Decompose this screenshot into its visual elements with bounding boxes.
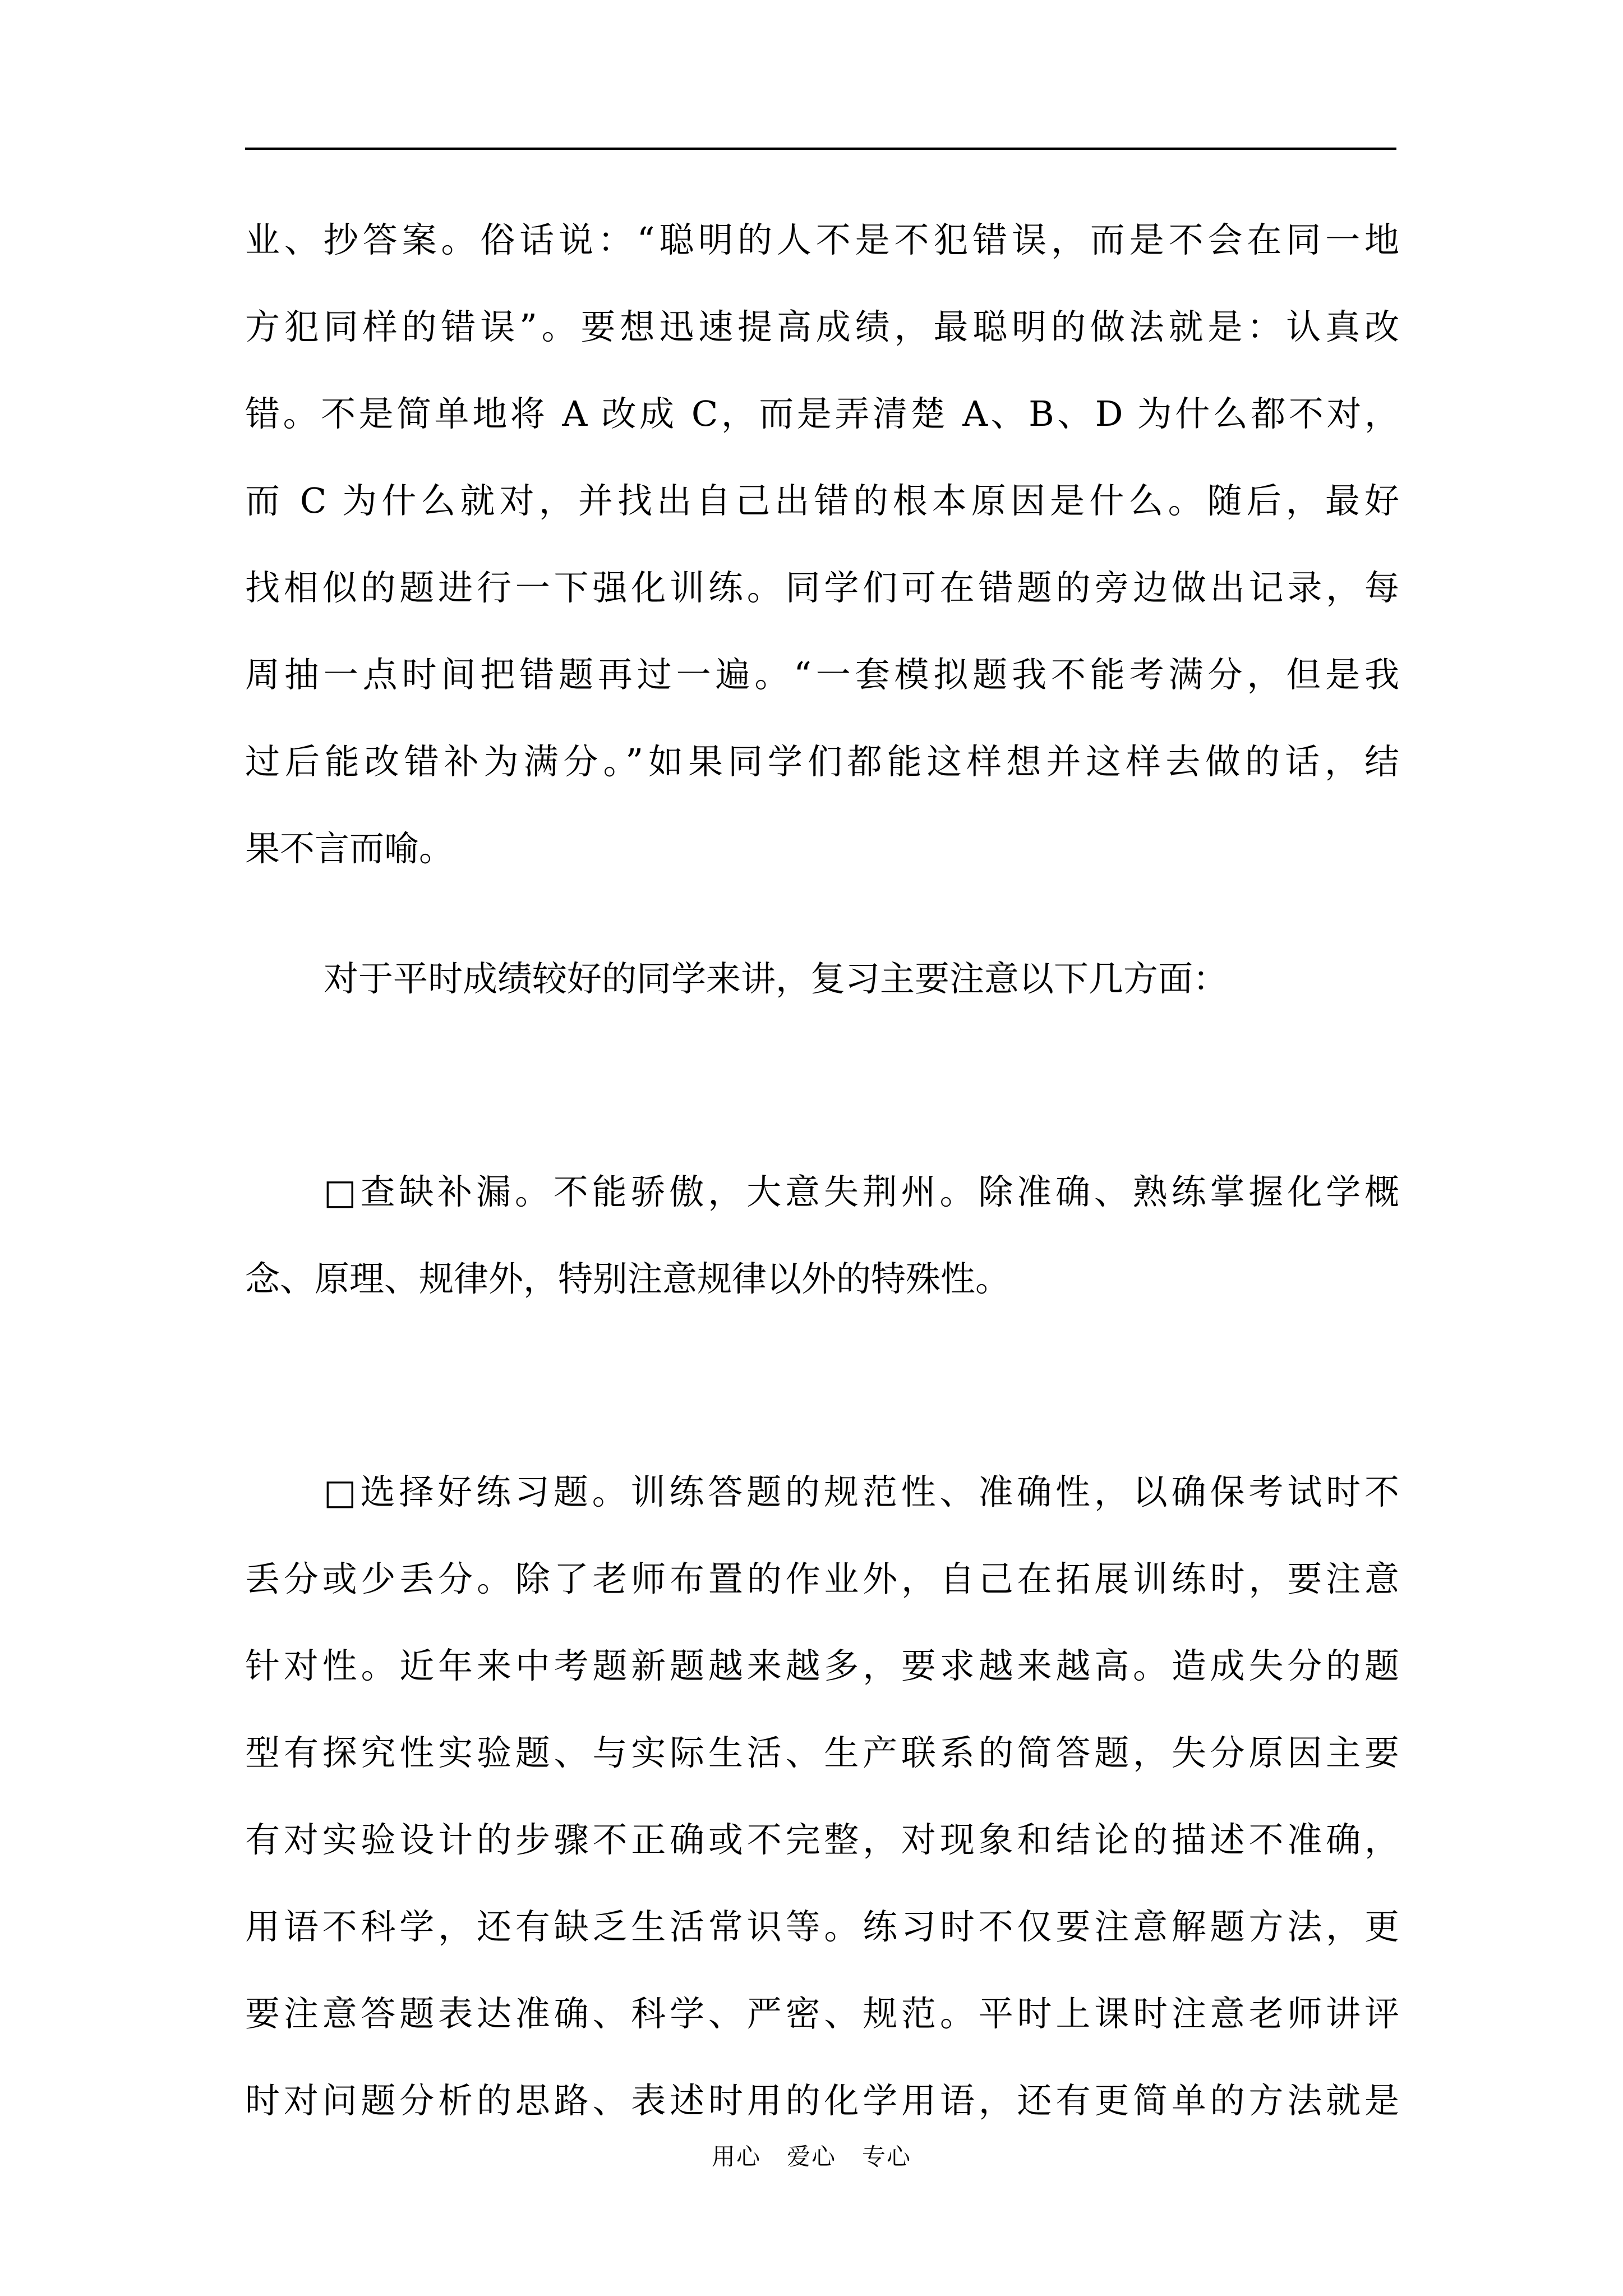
paragraph-4-line-1: □选择好练习题。训练答题的规范性、准确性，以确保考试时不	[324, 1471, 1399, 1512]
paragraph-1-line-1: 业、抄答案。俗话说：“聪明的人不是不犯错误，而是不会在同一地	[245, 219, 1399, 260]
paragraph-1-line-3: 错。不是简单地将 A 改成 C，而是弄清楚 A、B、D 为什么都不对，	[245, 393, 1399, 434]
paragraph-1-line-7: 过后能改错补为满分。”如果同学们都能这样想并这样去做的话，结	[245, 741, 1399, 782]
header-rule	[245, 148, 1396, 150]
paragraph-1-line-6: 周抽一点时间把错题再过一遍。“一套模拟题我不能考满分，但是我	[245, 654, 1399, 695]
paragraph-2-line-1: 对于平时成绩较好的同学来讲，复习主要注意以下几方面：	[324, 958, 1228, 999]
paragraph-4-line-6: 用语不科学，还有缺乏生活常识等。练习时不仅要注意解题方法，更	[245, 1906, 1399, 1947]
paragraph-4-line-5: 有对实验设计的步骤不正确或不完整，对现象和结论的描述不准确，	[245, 1819, 1399, 1860]
paragraph-4-line-7: 要注意答题表达准确、科学、严密、规范。平时上课时注意老师讲评	[245, 1993, 1399, 2034]
paragraph-4-line-4: 型有探究性实验题、与实际生活、生产联系的简答题，失分原因主要	[245, 1732, 1399, 1773]
page-footer: 用心 爱心 专心	[711, 2143, 912, 2170]
paragraph-1-line-8: 果不言而喻。	[245, 828, 454, 869]
paragraph-4-line-3: 针对性。近年来中考题新题越来越多，要求越来越高。造成失分的题	[245, 1645, 1399, 1686]
paragraph-3-line-2: 念、原理、规律外，特别注意规律以外的特殊性。	[245, 1258, 1011, 1299]
paragraph-3-line-1: □查缺补漏。不能骄傲，大意失荆州。除准确、熟练掌握化学概	[324, 1171, 1399, 1212]
paragraph-1-line-5: 找相似的题进行一下强化训练。同学们可在错题的旁边做出记录，每	[245, 567, 1399, 608]
paragraph-4-line-2: 丢分或少丢分。除了老师布置的作业外，自己在拓展训练时，要注意	[245, 1558, 1399, 1599]
paragraph-4-line-8: 时对问题分析的思路、表述时用的化学用语，还有更简单的方法就是	[245, 2080, 1399, 2121]
paragraph-1-line-4: 而 C 为什么就对，并找出自己出错的根本原因是什么。随后，最好	[245, 480, 1399, 521]
paragraph-1-line-2: 方犯同样的错误”。要想迅速提高成绩，最聪明的做法就是：认真改	[245, 306, 1399, 347]
